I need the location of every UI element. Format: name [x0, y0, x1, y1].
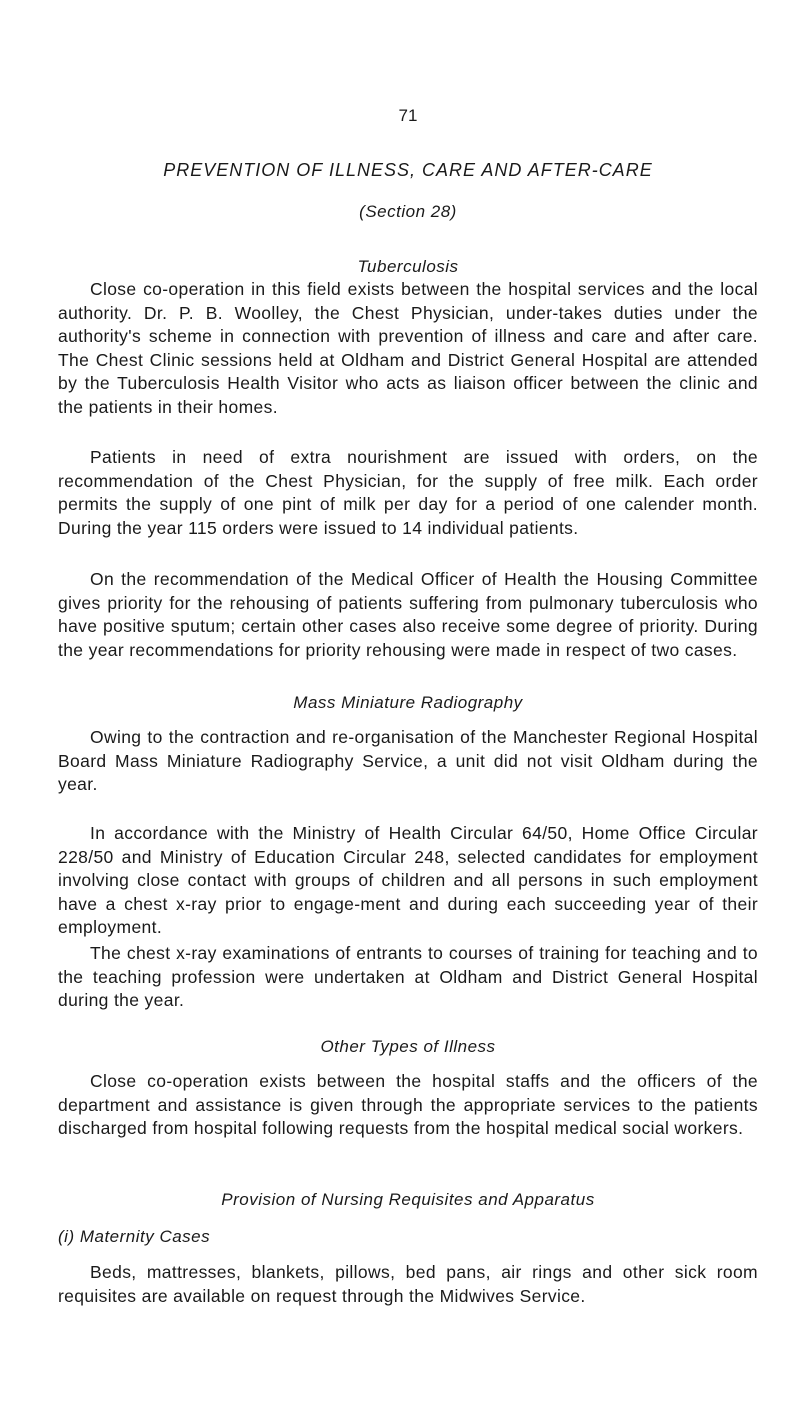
- subheading-maternity-cases: (i) Maternity Cases: [58, 1227, 211, 1246]
- section-reference: (Section 28): [359, 202, 457, 221]
- paragraph-mmr-1: Owing to the contraction and re-organisation of the Manchester Regional Hospital Board Mass Miniature Radiography Service, a unit did not visit Oldham during the year.: [58, 727, 758, 795]
- paragraph-mmr-3: The chest x-ray examinations of entrants to courses of training for teaching and to the teaching profession were undertaken at Oldham and District General Hospital during the year.: [58, 943, 758, 1011]
- heading-nursing-requisites: Provision of Nursing Requisites and Apparatus: [221, 1190, 595, 1209]
- paragraph-other-1: Close co-operation exists between the hospital staffs and the officers of the department and assistance is given through the appropriate services to the patients discharged from hospital following requests from the hospital medical social workers.: [58, 1071, 758, 1139]
- paragraph-mmr-2: In accordance with the Ministry of Health Circular 64/50, Home Office Circular 228/50 and Ministry of Education Circular 248, selected candidates for employment involving close contact with groups of children and all persons in such employment have a chest x-ray prior to engage-ment and during each succeeding year of their employment.: [58, 823, 758, 938]
- paragraph-tb-2: Patients in need of extra nourishment are issued with orders, on the recommendation of the Chest Physician, for the supply of free milk. Each order permits the supply of one pint of milk per day for a period of one calender month. During the year 115 orders were issued to 14 individual patients.: [58, 447, 758, 538]
- heading-mass-radiography: Mass Miniature Radiography: [293, 693, 523, 712]
- page-number: 71: [398, 106, 418, 125]
- paragraph-nursing-1: Beds, mattresses, blankets, pillows, bed pans, air rings and other sick room requisites are available on request through the Midwives Service.: [58, 1262, 758, 1306]
- heading-other-illness: Other Types of Illness: [320, 1037, 496, 1056]
- paragraph-tb-3: On the recommendation of the Medical Officer of Health the Housing Committee gives priority for the rehousing of patients suffering from pulmonary tuberculosis who have positive sputum; certain other cases also receive some degree of priority. During the year recommendations for priority rehousing were made in respect of two cases.: [58, 569, 758, 660]
- page-title: PREVENTION OF ILLNESS, CARE AND AFTER-CARE: [163, 160, 653, 180]
- paragraph-tb-1: Close co-operation in this field exists between the hospital services and the local authority. Dr. P. B. Woolley, the Chest Physician, under-takes duties under the authority's scheme in connection with prevention of illness and care and after care. The Chest Clinic sessions held at Oldham and District General Hospital are attended by the Tuberculosis Health Visitor who acts as liaison officer between the clinic and the patients in their homes.: [58, 279, 758, 417]
- heading-tuberculosis: Tuberculosis: [357, 257, 459, 276]
